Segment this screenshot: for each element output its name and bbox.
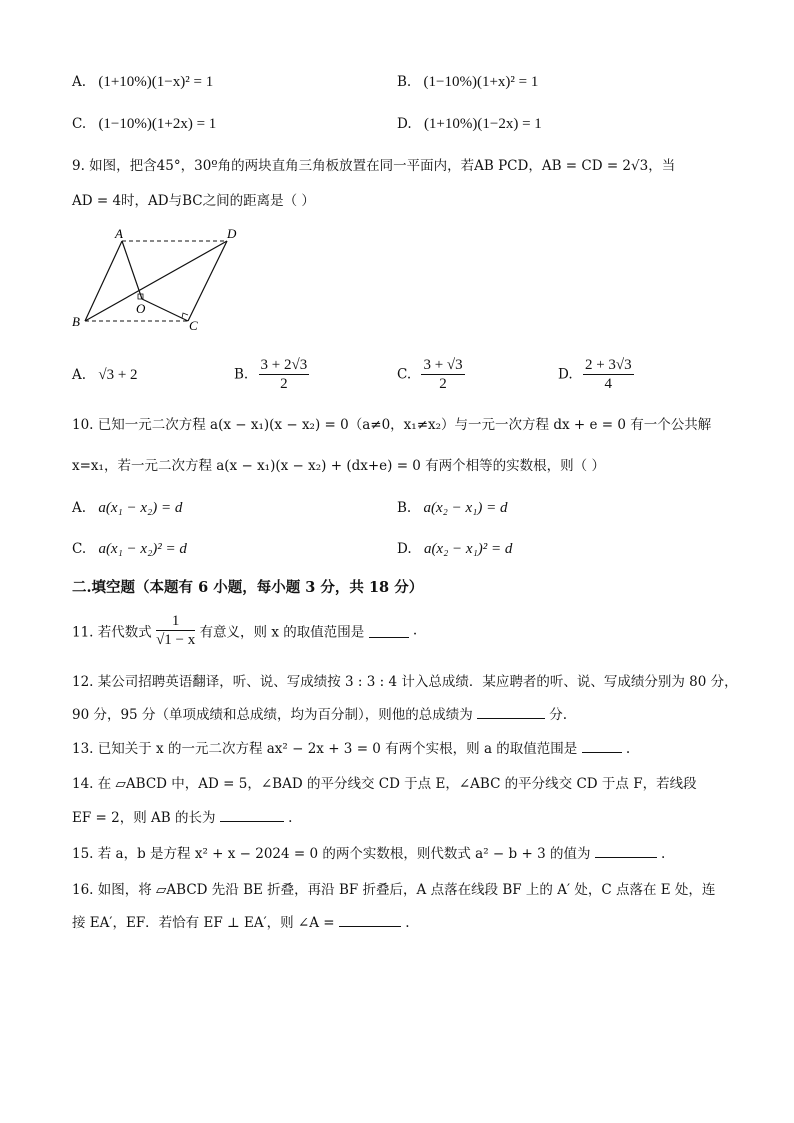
q10-option-d-text: a(x₂ − x₁)² = d: [423, 541, 513, 557]
q13-text: 13. 已知关于 x 的一元二次方程 ax² − 2x + 3 = 0 有两个实根，则 a 的取值范围是: [72, 741, 578, 757]
q9-stem-line1: 9. 如图，把含45°，30º角的两块直角三角板放置在同一平面内，若AB PCD，AB = CD = 2√3，当: [72, 158, 676, 174]
q9-option-d-denominator: 4: [604, 376, 613, 392]
q16-line2: 接 EA′，EF．若恰有 EF ⊥ EA′，则 ∠A =: [72, 915, 335, 931]
q15-end: .: [661, 846, 666, 862]
q9-option-c-label: C.: [397, 366, 412, 383]
q11-suffix: 有意义，则 x 的取值范围是: [199, 624, 365, 641]
fig-line-dc: [188, 241, 227, 321]
q14-answer-blank[interactable]: [220, 807, 284, 822]
q8-option-a-text: (1+10%)(1−x)² = 1: [98, 74, 214, 90]
q8-option-c-label: C.: [72, 116, 87, 132]
q13: [72, 738, 630, 758]
fig-label-a: A: [115, 226, 123, 241]
q10-option-a-label: A.: [72, 500, 87, 516]
q14-line2: EF = 2，则 AB 的长为: [72, 810, 216, 826]
q13-answer-blank[interactable]: [582, 738, 622, 753]
q14-line2-wrap: [72, 807, 292, 827]
q10-option-c: [72, 540, 187, 558]
q12-line2: 90 分，95 分（单项成绩和总成绩，均为百分制），则他的总成绩为: [72, 707, 473, 723]
q10-option-b: [397, 499, 508, 517]
q11-prefix: 11. 若代数式: [72, 624, 152, 641]
q14-end: .: [288, 810, 293, 826]
q9-option-d-label: D.: [558, 366, 573, 383]
q10-option-a: [72, 499, 182, 517]
fig-right-angle-c: [182, 313, 188, 318]
q11-numerator: 1: [156, 612, 195, 631]
q9-option-c: [397, 356, 465, 393]
q9-option-b-label: B.: [234, 366, 249, 383]
q8-option-b-text: (1−10%)(1+x)² = 1: [423, 74, 539, 90]
q8-option-b-label: B.: [397, 74, 412, 90]
q15: [72, 843, 665, 863]
q10-option-b-label: B.: [397, 500, 412, 516]
q9-option-b: [234, 356, 309, 393]
q11: [72, 612, 417, 649]
q8-option-d-label: D.: [397, 116, 412, 132]
q10-option-a-text: a(x₁ − x₂) = d: [98, 500, 183, 516]
q11-end: .: [412, 622, 418, 639]
q16-answer-blank[interactable]: [339, 912, 401, 927]
q8-option-d-text: (1+10%)(1−2x) = 1: [423, 116, 542, 132]
q8-option-d: [397, 115, 542, 133]
q16-line2-wrap: [72, 912, 410, 932]
q9-option-d-fraction: [583, 356, 634, 393]
q16-line1: 16. 如图，将 ▱ABCD 先沿 BE 折叠，再沿 BF 折叠后，A 点落在线段 BF 上的 A′ 处，C 点落在 E 处，连: [72, 882, 716, 898]
q9-option-a: [72, 366, 138, 384]
q11-fraction: [156, 612, 195, 649]
fig-line-ab: [85, 241, 122, 321]
q16-end: .: [405, 915, 410, 931]
section-heading: 二.填空题（本题有 6 小题，每小题 3 分，共 18 分）: [72, 579, 424, 596]
q15-text: 15. 若 a，b 是方程 x² + x − 2024 = 0 的两个实数根，则代数式 a² − b + 3 的值为: [72, 846, 591, 862]
q8-option-a: [72, 73, 213, 91]
fig-label-b: B: [72, 314, 80, 329]
q8-option-c-text: (1−10%)(1+2x) = 1: [98, 116, 217, 132]
q14-line1: 14. 在 ▱ABCD 中，AD = 5，∠BAD 的平分线交 CD 于点 E，∠ABC 的平分线交 CD 于点 F，若线段: [72, 776, 697, 792]
fig-label-c: C: [189, 318, 198, 333]
q11-answer-blank[interactable]: [369, 623, 409, 638]
q9-figure: [70, 222, 250, 338]
q9-option-c-numerator: 3 + √3: [423, 357, 463, 373]
fig-label-o: O: [136, 301, 146, 316]
q9-stem-line2: AD = 4时，AD与BC之间的距离是（ ）: [72, 193, 315, 209]
q12-line1: 12. 某公司招聘英语翻译，听、说、写成绩按 3 : 3 : 4 计入总成绩．某应聘者的听、说、写成绩分别为 80 分，: [72, 674, 738, 690]
q10-option-c-label: C.: [72, 541, 87, 557]
fig-line-bd: [85, 241, 227, 321]
q10-option-d: [397, 540, 512, 558]
q9-option-d-numerator: 2 + 3√3: [584, 357, 632, 373]
q10-option-d-label: D.: [397, 541, 412, 557]
q12-line2-wrap: [72, 704, 567, 724]
q9-option-a-label: A.: [72, 367, 87, 383]
q15-answer-blank[interactable]: [595, 843, 657, 858]
q8-option-c: [72, 115, 216, 133]
q9-option-a-text: √3 + 2: [98, 367, 138, 383]
q10-stem-line1: 10. 已知一元二次方程 a(x − x₁)(x − x₂) = 0（a≠0，x₁≠x₂）与一元一次方程 dx + e = 0 有一个公共解: [72, 417, 712, 433]
q9-option-b-numerator: 3 + 2√3: [260, 357, 308, 373]
q11-denominator: √1 − x: [156, 632, 196, 648]
q12-end: 分.: [549, 707, 568, 723]
q10-stem-line2: x=x₁，若一元二次方程 a(x − x₁)(x − x₂) + (dx+e) = 0 有两个相等的实数根，则（ ）: [72, 458, 605, 474]
fig-label-d: D: [227, 226, 237, 241]
q9-option-c-fraction: [421, 356, 464, 393]
q12-answer-blank[interactable]: [477, 704, 545, 719]
q8-option-b: [397, 73, 538, 91]
q13-end: .: [625, 741, 631, 757]
q10-option-c-text: a(x₁ − x₂)² = d: [98, 541, 187, 557]
q8-option-a-label: A.: [72, 74, 87, 90]
q9-option-c-denominator: 2: [439, 376, 447, 392]
q9-option-b-denominator: 2: [280, 376, 288, 392]
fig-line-oc: [142, 299, 188, 321]
q9-option-d: [558, 356, 634, 393]
q10-option-b-text: a(x₂ − x₁) = d: [423, 500, 508, 516]
q9-option-b-fraction: [259, 356, 310, 393]
